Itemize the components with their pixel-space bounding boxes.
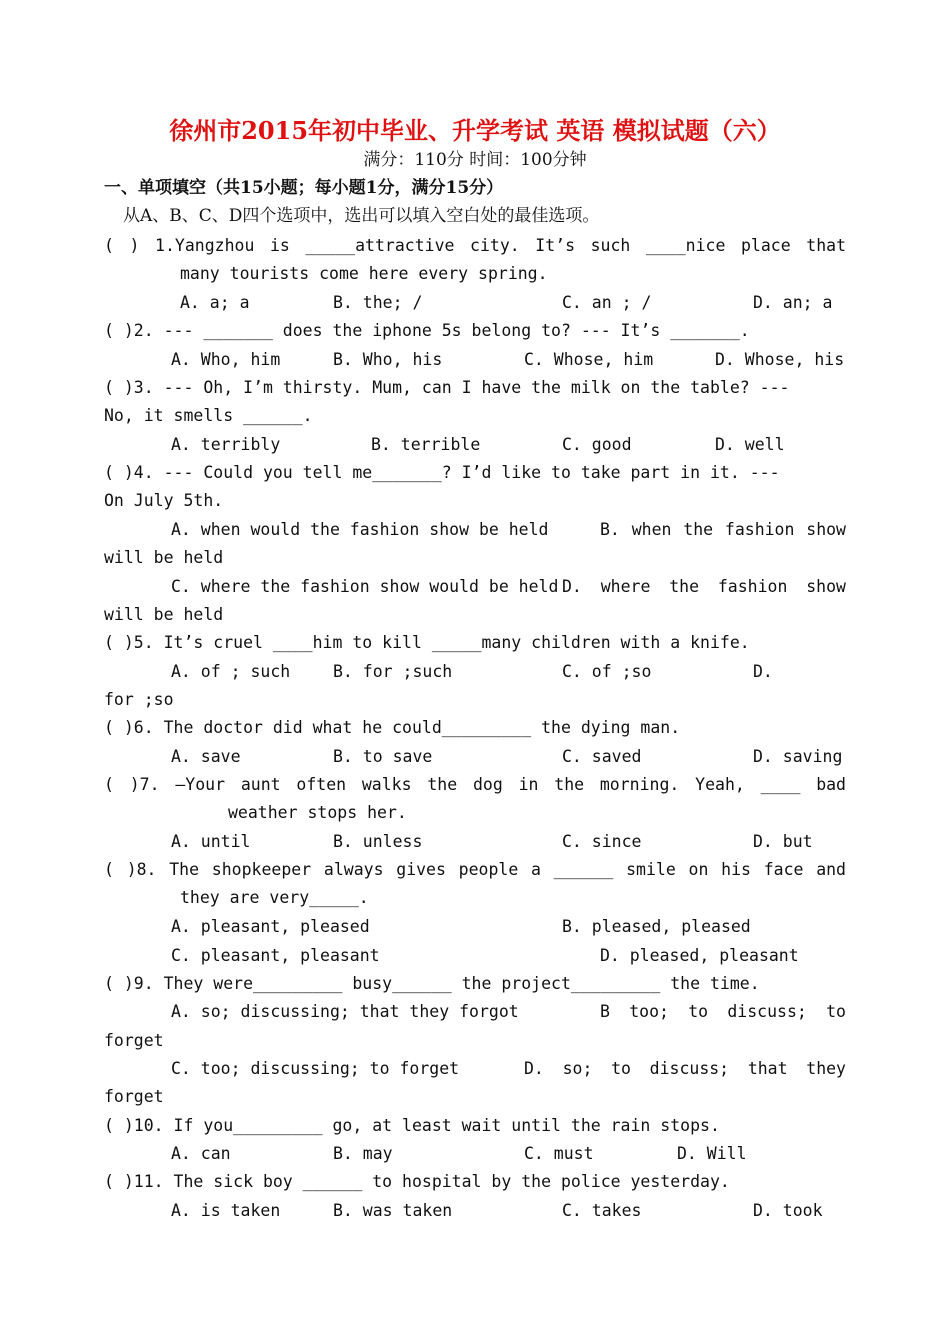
question-2-stem: ( )2. --- _______ does the iphone 5s belong to? --- It’s _______. — [104, 321, 750, 340]
question-6-option-a: A. save — [171, 747, 241, 766]
question-9-option-b: B too; to discuss; to — [600, 1002, 846, 1021]
question-5-option-a: A. of ; such — [171, 662, 291, 681]
question-10-option-c: C. must — [524, 1144, 594, 1163]
question-4-stem: ( )4. --- Could you tell me_______? I’d like to take part in it. --- — [104, 463, 780, 482]
question-4-option-d-cont: will be held — [104, 605, 224, 624]
question-7-stem: ( )7. —Your aunt often walks the dog in the morning. Yeah, ____ bad — [104, 775, 846, 794]
question-9-stem: ( )9. They were_________ busy______ the project_________ the time. — [104, 974, 760, 993]
question-5-stem: ( )5. It’s cruel ____him to kill _____many children with a knife. — [104, 633, 750, 652]
question-9-option-a: A. so; discussing; that they forgot — [171, 1002, 519, 1021]
exam-subtitle: 满分：110分 时间：100分钟 — [363, 150, 587, 170]
question-5-option-b: B. for ;such — [333, 662, 453, 681]
exam-title: 徐州市2015年初中毕业、升学考试 英语 模拟试题（六） — [169, 116, 781, 145]
question-9-option-c: C. too; discussing; to forget — [171, 1059, 460, 1078]
question-4-option-a: A. when would the fashion show be held — [171, 520, 549, 539]
question-8-option-d: D. pleased, pleasant — [600, 946, 799, 965]
question-1-option-d: D. an; a — [753, 293, 833, 312]
question-2-option-c: C. Whose, him — [524, 350, 654, 369]
question-6-option-b: B. to save — [333, 747, 433, 766]
question-7-option-a: A. until — [171, 832, 251, 851]
question-10-option-d: D. Will — [677, 1144, 747, 1163]
question-8-option-b: B. pleased, pleased — [562, 917, 751, 936]
question-3-stem-cont: No, it smells ______. — [104, 406, 313, 425]
question-1-option-a: A. a; a — [180, 293, 250, 312]
question-1-stem-cont: many tourists come here every spring. — [180, 264, 548, 283]
question-11-option-d: D. took — [753, 1201, 823, 1220]
question-3-option-a: A. terribly — [171, 435, 281, 454]
question-7-option-d: D. but — [753, 832, 813, 851]
question-8-option-a: A. pleasant, pleased — [171, 917, 370, 936]
question-11-option-a: A. is taken — [171, 1201, 281, 1220]
question-3-option-c: C. good — [562, 435, 632, 454]
question-2-option-d: D. Whose, his — [715, 350, 845, 369]
question-2-option-a: A. Who, him — [171, 350, 281, 369]
question-1-option-b: B. the; / — [333, 293, 423, 312]
question-10-stem: ( )10. If you_________ go, at least wait until the rain stops. — [104, 1116, 720, 1135]
question-8-stem-cont: they are very_____. — [180, 888, 369, 907]
question-6-stem: ( )6. The doctor did what he could_________ the dying man. — [104, 718, 681, 737]
question-11-stem: ( )11. The sick boy ______ to hospital by the police yesterday. — [104, 1172, 730, 1191]
question-2-option-b: B. Who, his — [333, 350, 443, 369]
question-6-option-d: D. saving — [753, 747, 843, 766]
question-10-option-a: A. can — [171, 1144, 231, 1163]
question-8-stem: ( )8. The shopkeeper always gives people a ______ smile on his face and — [104, 860, 846, 879]
question-11-option-c: C. takes — [562, 1201, 642, 1220]
question-6-option-c: C. saved — [562, 747, 642, 766]
question-8-option-c: C. pleasant, pleasant — [171, 946, 380, 965]
question-4-stem-cont: On July 5th. — [104, 491, 224, 510]
question-3-stem: ( )3. --- Oh, I’m thirsty. Mum, can I have the milk on the table? --- — [104, 378, 790, 397]
question-5-option-c: C. of ;so — [562, 662, 652, 681]
question-11-option-b: B. was taken — [333, 1201, 453, 1220]
question-4-option-b: B. when the fashion show — [600, 520, 846, 539]
question-9-option-d: D. so; to discuss; that they — [524, 1059, 846, 1078]
question-1-option-c: C. an ; / — [562, 293, 652, 312]
question-7-stem-cont: weather stops her. — [228, 803, 407, 822]
question-9-option-b-cont: forget — [104, 1031, 164, 1050]
question-4-option-b-cont: will be held — [104, 548, 224, 567]
question-3-option-d: D. well — [715, 435, 785, 454]
question-3-option-b: B. terrible — [371, 435, 481, 454]
question-5-option-d-cont: for ;so — [104, 690, 174, 709]
section-heading: 一、单项填空（共15小题；每小题1分，满分15分） — [104, 178, 504, 198]
question-7-option-b: B. unless — [333, 832, 423, 851]
question-4-option-c: C. where the fashion show would be held — [171, 577, 559, 596]
question-4-option-d: D. where the fashion show — [562, 577, 846, 596]
question-10-option-b: B. may — [333, 1144, 393, 1163]
question-9-option-d-cont: forget — [104, 1087, 164, 1106]
section-instruction: 从A、B、C、D四个选项中，选出可以填入空白处的最佳选项。 — [123, 206, 600, 226]
question-7-option-c: C. since — [562, 832, 642, 851]
question-5-option-d: D. — [753, 662, 773, 681]
question-1-stem: ( ) 1.Yangzhou is _____attractive city. It’s such ____nice place that — [104, 236, 846, 255]
